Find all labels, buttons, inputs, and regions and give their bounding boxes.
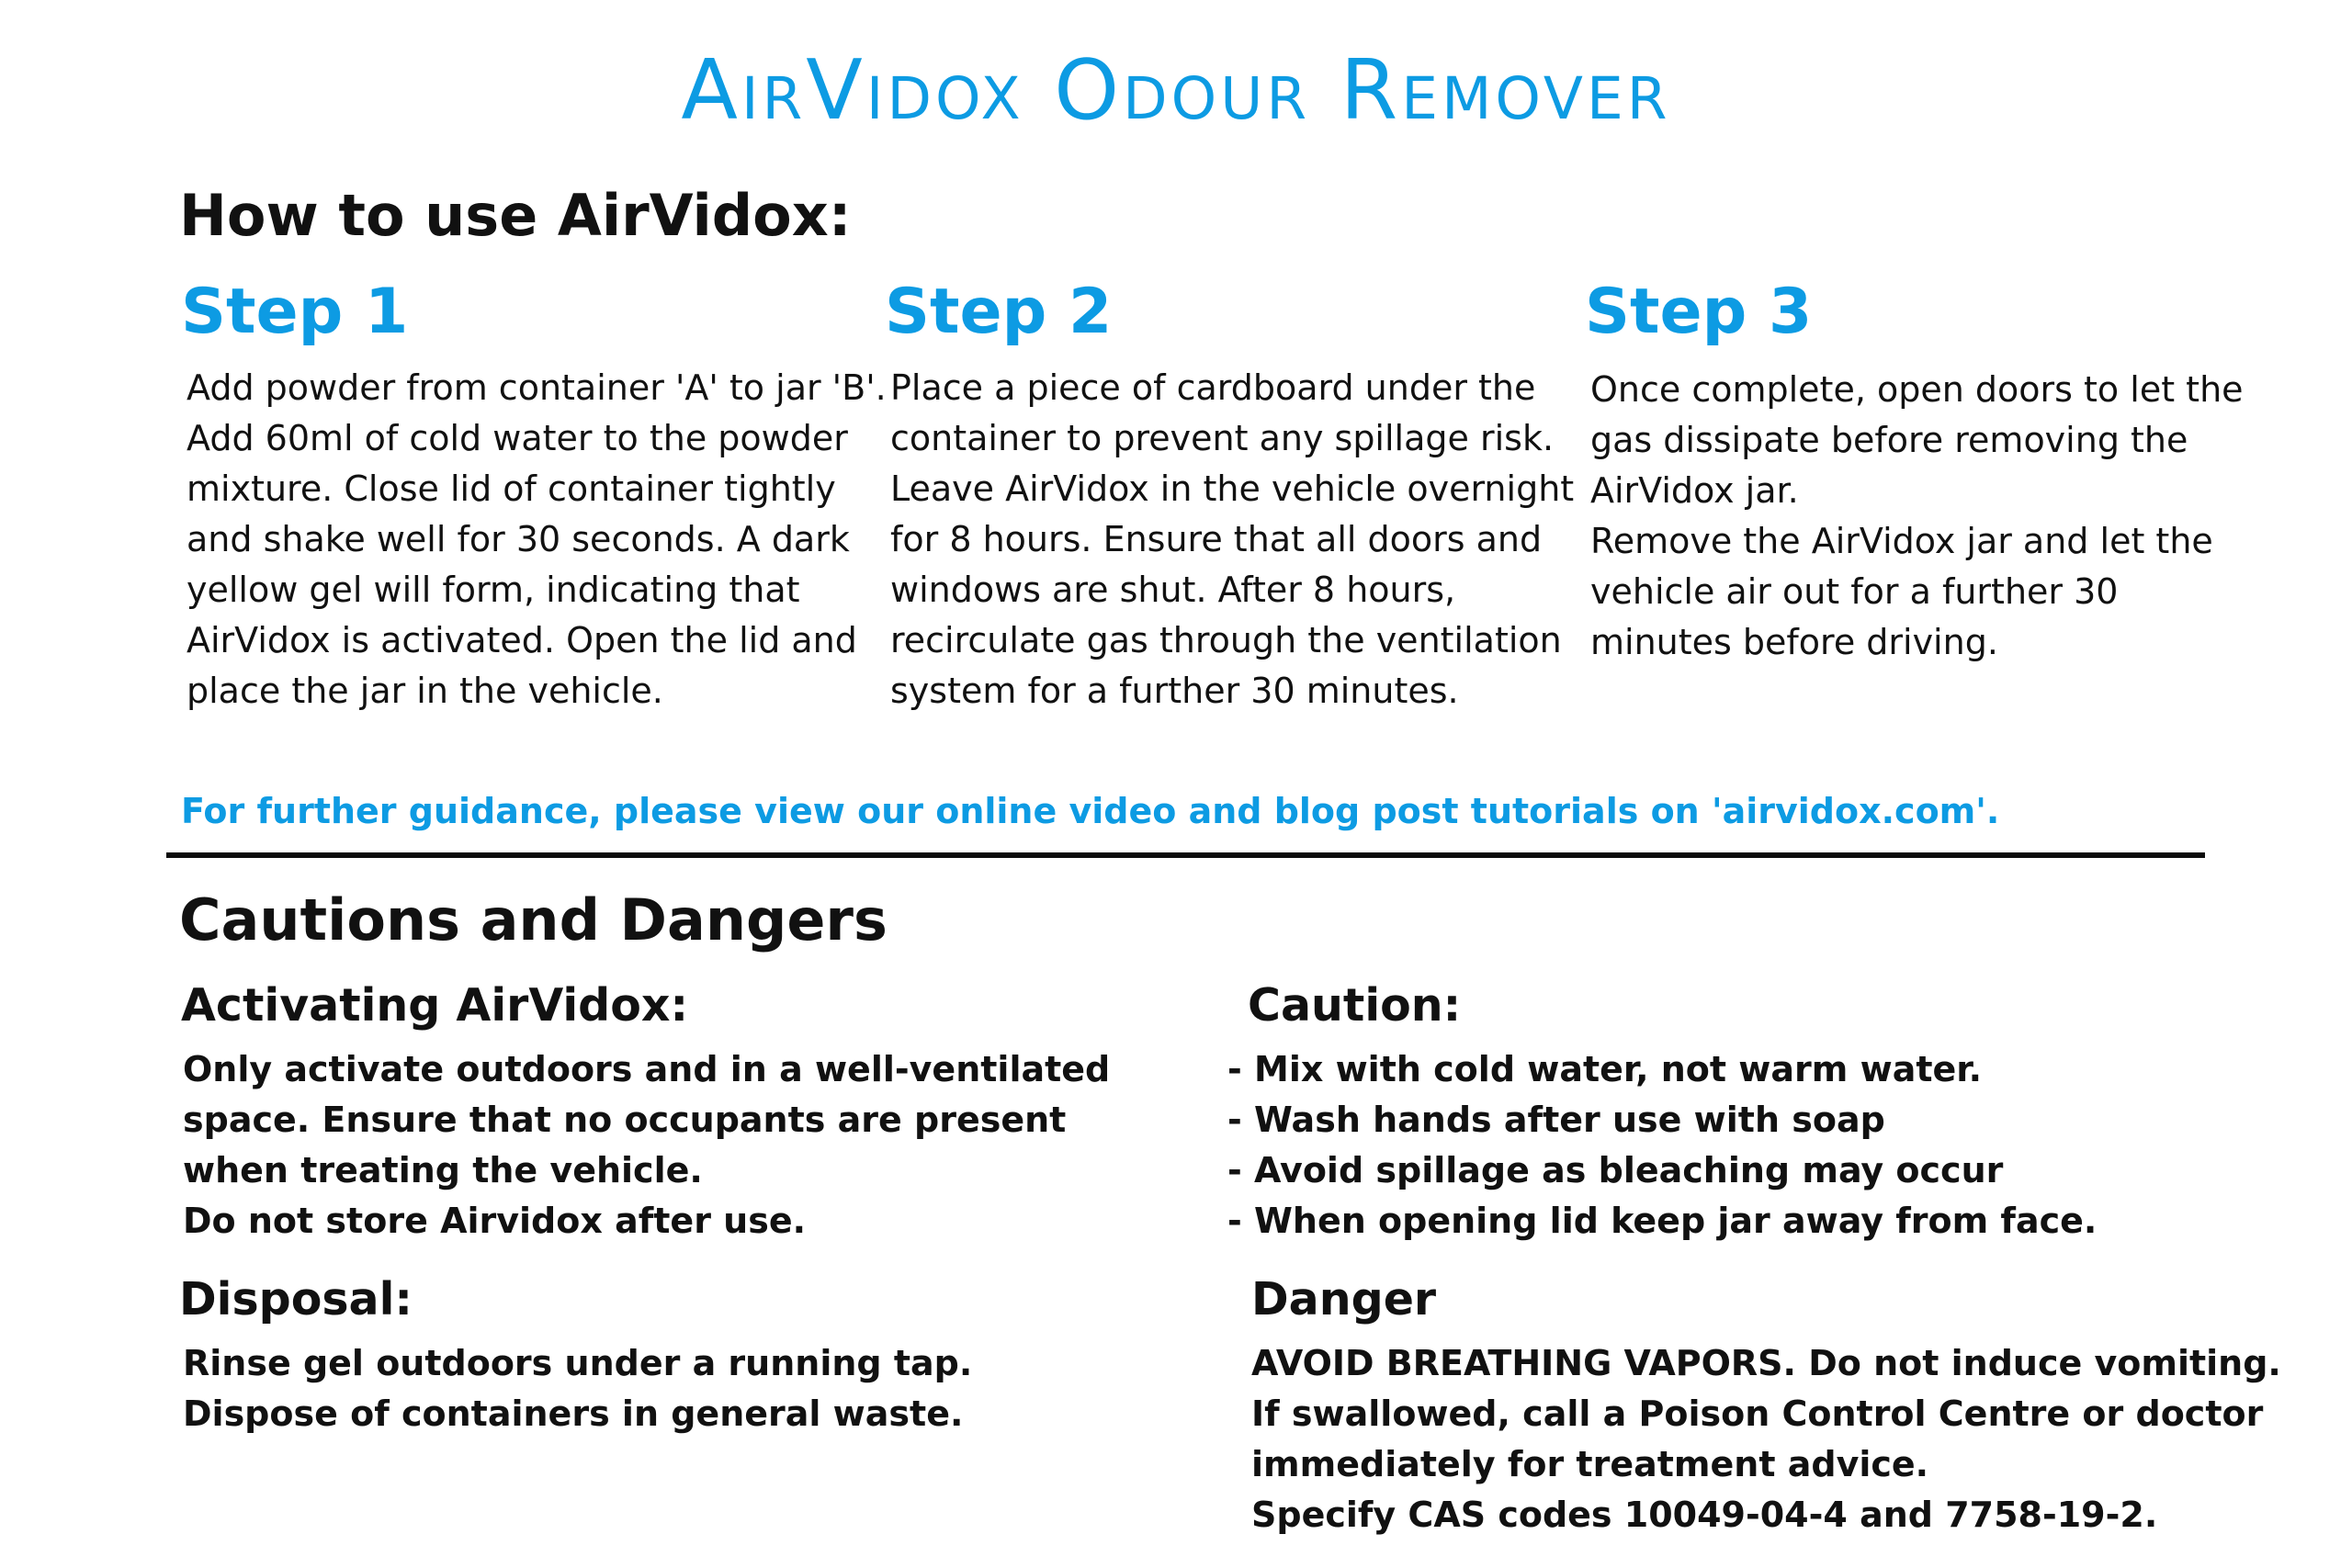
danger-text bbox=[1251, 1338, 2281, 1540]
text-line: Specify CAS codes 10049-04-4 and 7758-19-2. bbox=[1251, 1495, 2158, 1535]
text-line: space. Ensure that no occupants are present bbox=[183, 1100, 1067, 1140]
instruction-line: Place a piece of cardboard under the bbox=[890, 367, 1536, 408]
instruction-line: vehicle air out for a further 30 bbox=[1590, 571, 2119, 612]
step-3-instructions bbox=[1590, 363, 2246, 668]
text-line: immediately for treatment advice. bbox=[1251, 1444, 1929, 1484]
instruction-line: container to prevent any spillage risk. bbox=[890, 418, 1555, 458]
instruction-line: and shake well for 30 seconds. A dark bbox=[187, 519, 850, 559]
instruction-line: windows are shut. After 8 hours, bbox=[890, 570, 1456, 610]
instruction-line: AirVidox is activated. Open the lid and bbox=[187, 620, 857, 660]
caution-list bbox=[1227, 1044, 2097, 1247]
instruction-line: AirVidox jar. bbox=[1590, 470, 1799, 511]
danger-heading: Danger bbox=[1251, 1273, 1437, 1325]
text-line: Dispose of containers in general waste. bbox=[183, 1393, 964, 1434]
activating-text bbox=[183, 1044, 1110, 1247]
instruction-line: recirculate gas through the ventilation bbox=[890, 620, 1562, 660]
step-1-section bbox=[181, 271, 887, 716]
list-item: - When opening lid keep jar away from face. bbox=[1227, 1201, 2098, 1241]
instruction-line: minutes before driving. bbox=[1590, 622, 1998, 662]
disposal-text bbox=[183, 1338, 972, 1439]
text-line: If swallowed, call a Poison Control Centre or doctor bbox=[1251, 1393, 2264, 1434]
instruction-line: mixture. Close lid of container tightly bbox=[187, 468, 836, 509]
instruction-line: Leave AirVidox in the vehicle overnight bbox=[890, 468, 1575, 509]
instruction-line: place the jar in the vehicle. bbox=[187, 671, 663, 711]
step-2-section bbox=[885, 271, 1575, 716]
how-to-use-heading: How to use AirVidox: bbox=[179, 182, 852, 249]
instruction-line: system for a further 30 minutes. bbox=[890, 671, 1459, 711]
list-item: - Mix with cold water, not warm water. bbox=[1227, 1049, 1983, 1089]
step-3-section bbox=[1585, 271, 2246, 668]
instruction-line: Add 60ml of cold water to the powder bbox=[187, 418, 848, 458]
step-2-instructions bbox=[890, 363, 1575, 716]
page-title: AirVidox Odour Remover bbox=[681, 42, 1671, 139]
instruction-line: gas dissipate before removing the bbox=[1590, 420, 2188, 460]
list-item: - Wash hands after use with soap bbox=[1227, 1100, 1885, 1140]
text-line: when treating the vehicle. bbox=[183, 1150, 703, 1190]
text-line: Only activate outdoors and in a well-ventilated bbox=[183, 1049, 1111, 1089]
step-1-heading: Step 1 bbox=[181, 276, 409, 348]
activating-heading: Activating AirVidox: bbox=[181, 979, 689, 1032]
instruction-line: Add powder from container 'A' to jar 'B'. bbox=[187, 367, 887, 408]
instruction-line: yellow gel will form, indicating that bbox=[187, 570, 800, 610]
section-divider bbox=[166, 852, 2205, 858]
instruction-line: Once complete, open doors to let the bbox=[1590, 369, 2244, 410]
text-line: Do not store Airvidox after use. bbox=[183, 1201, 807, 1241]
step-1-instructions bbox=[187, 363, 887, 716]
instruction-line: Remove the AirVidox jar and let the bbox=[1590, 521, 2213, 561]
guidance-note: For further guidance, please view our online video and blog post tutorials on 'airvidox.com'. bbox=[181, 791, 2000, 831]
text-line: AVOID BREATHING VAPORS. Do not induce vomiting. bbox=[1251, 1343, 2281, 1383]
cautions-heading: Cautions and Dangers bbox=[179, 886, 888, 953]
step-2-heading: Step 2 bbox=[885, 276, 1113, 348]
list-item: - Avoid spillage as bleaching may occur bbox=[1227, 1150, 2004, 1190]
caution-heading: Caution: bbox=[1248, 979, 1462, 1032]
instruction-line: for 8 hours. Ensure that all doors and bbox=[890, 519, 1543, 559]
text-line: Rinse gel outdoors under a running tap. bbox=[183, 1343, 973, 1383]
step-3-heading: Step 3 bbox=[1585, 276, 1813, 348]
disposal-heading: Disposal: bbox=[179, 1273, 413, 1325]
